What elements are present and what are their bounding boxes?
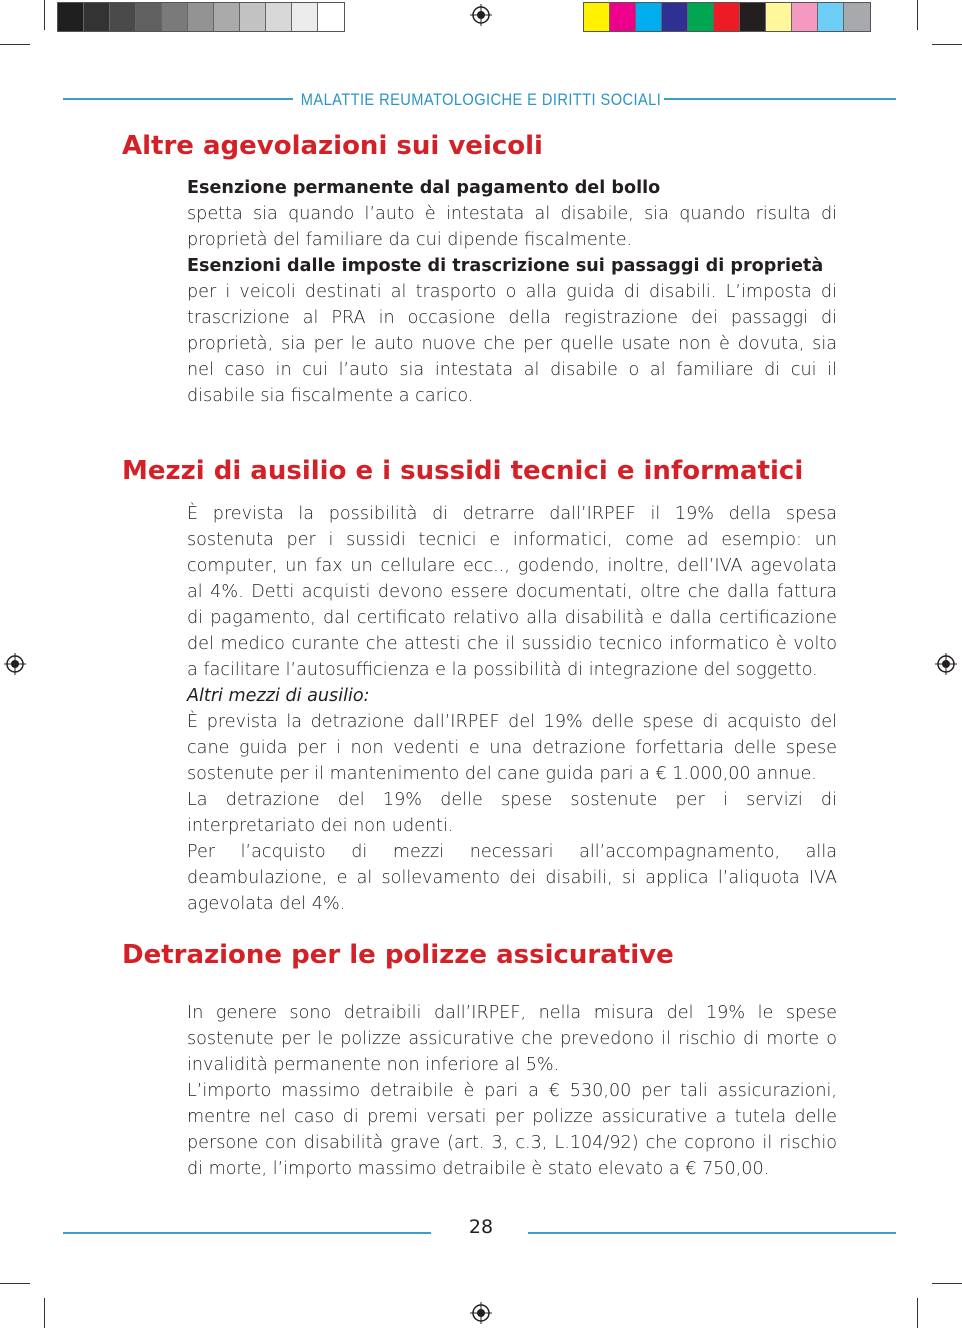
process-swatch-8 (792, 3, 818, 31)
grey-swatch-4 (162, 3, 188, 31)
crop-mark-top-right-h (932, 44, 962, 45)
crop-mark-top-left (44, 0, 45, 30)
grey-swatch-8 (266, 3, 292, 31)
registration-mark-top-icon (470, 4, 492, 26)
crop-mark-bottom-left-h (0, 1283, 30, 1284)
process-swatch-3 (662, 3, 688, 31)
page-number: 28 (468, 1216, 494, 1238)
process-swatch-9 (818, 3, 844, 31)
grey-swatch-1 (84, 3, 110, 31)
paragraph-guide-dog: È prevista la detrazione dall’IRPEF del 19% delle spese di acquisto del cane guida per i non vedenti e una detrazione forfettaria delle spese sostenute per il mantenimento del cane guida pari a € 1.000,00 annue. (187, 712, 837, 784)
grey-swatch-10 (318, 3, 344, 31)
section-title-aids: Mezzi di ausilio e i sussidi tecnici e informatici (122, 456, 804, 486)
process-swatch-2 (636, 3, 662, 31)
grey-swatch-9 (292, 3, 318, 31)
process-swatch-4 (688, 3, 714, 31)
process-swatch-7 (766, 3, 792, 31)
grayscale-color-bar (57, 2, 345, 32)
crop-mark-top-right (917, 0, 918, 30)
paragraph-tech-aids: È prevista la possibilità di detrarre dall’IRPEF il 19% della spesa sostenuta per i sussidi tecnici e informatici, come ad esempio: un computer, un fax un cellulare ecc.., godendo, inoltre, dell’IVA agevolata al 4%. Detti acquisti devono essere documentati, oltre che dalla fattura di pagamento, dal certificato relativo alla disabilità e dalla certificazione del medico curante che attesti che il sussidio tecnico informatico è volto a facilitare l’autosufficienza e la possibilità di integrazione del soggetto. (187, 504, 837, 680)
running-header-title: MALATTIE REUMATOLOGICHE E DIRITTI SOCIALI (300, 90, 662, 109)
process-color-bar (583, 2, 871, 32)
grey-swatch-5 (188, 3, 214, 31)
subheading-other-aids: Altri mezzi di ausilio: (187, 686, 370, 706)
crop-mark-bottom-right (917, 1298, 918, 1328)
process-swatch-0 (584, 3, 610, 31)
crop-mark-bottom-left (44, 1298, 45, 1328)
section-body-aids (187, 501, 837, 917)
section-title-insurance: Detrazione per le polizze assicurative (122, 940, 674, 970)
paragraph-bollo-exemption: spetta sia quando l’auto è intestata al disabile, sia quando risulta di proprietà del familiare da cui dipende fiscalmente. (187, 204, 837, 250)
grey-swatch-7 (240, 3, 266, 31)
grey-swatch-3 (136, 3, 162, 31)
process-swatch-6 (740, 3, 766, 31)
process-swatch-5 (714, 3, 740, 31)
section-title-vehicles: Altre agevolazioni sui veicoli (122, 131, 543, 161)
subheading-bollo-exemption: Esenzione permanente dal pagamento del bollo (187, 178, 661, 198)
crop-mark-bottom-right-h (932, 1283, 962, 1284)
paragraph-interpreting: La detrazione del 19% delle spese sostenute per i servizi di interpretariato dei non udenti. (187, 790, 837, 836)
paragraph-insurance-deduction: In genere sono detraibili dall’IRPEF, nella misura del 19% le spese sostenute per le polizze assicurative che prevedono il rischio di morte o invalidità permanente non inferiore al 5%. (187, 1003, 837, 1075)
grey-swatch-6 (214, 3, 240, 31)
process-swatch-1 (610, 3, 636, 31)
section-body-vehicles (187, 175, 837, 409)
paragraph-mobility-aids: Per l’acquisto di mezzi necessari all’accompagnamento, alla deambulazione, e al sollevamento dei disabili, si applica l’aliquota IVA agevolata del 4%. (187, 842, 837, 914)
process-swatch-10 (844, 3, 870, 31)
crop-mark-top-left-h (0, 44, 30, 45)
paragraph-insurance-max: L’importo massimo detraibile è pari a € 530,00 per tali assicurazioni, mentre nel caso di premi versati per polizze assicurative a tutela delle persone con disabilità grave (art. 3, c.3, L.104/92) che coprono il rischio di morte, l’importo massimo detraibile è stato elevato a € 750,00. (187, 1081, 837, 1179)
grey-swatch-0 (58, 3, 84, 31)
registration-mark-bottom-icon (470, 1302, 492, 1324)
section-body-insurance (187, 1000, 837, 1182)
grey-swatch-2 (110, 3, 136, 31)
registration-mark-left-icon (4, 653, 26, 675)
paragraph-transcription-exemption: per i veicoli destinati al trasporto o alla guida di disabili. L’imposta di trascrizione al PRA in occasione della registrazione dei passaggi di proprietà, sia per le auto nuove che per quelle usate non è dovuta, sia nel caso in cui l’auto sia intestata al disabile o al familiare di cui il disabile sia fiscalmente a carico. (187, 282, 837, 406)
registration-mark-right-icon (935, 653, 957, 675)
subheading-transcription-exemption: Esenzioni dalle imposte di trascrizione sui passaggi di proprietà (187, 256, 824, 276)
